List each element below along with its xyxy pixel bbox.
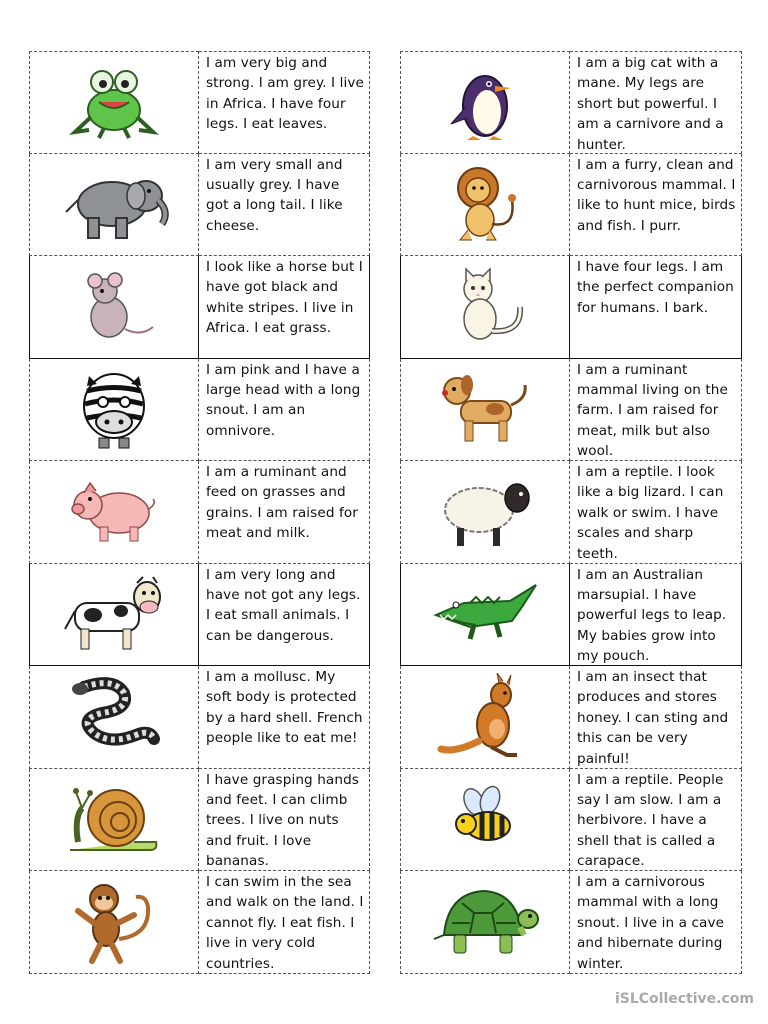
penguin-icon [445, 62, 525, 142]
lion-picture [400, 154, 570, 257]
card-zebra-text: I am pink and I have a large head with a long snout. I am an omnivore. [199, 359, 370, 462]
card-penguin [400, 51, 742, 154]
card-dog [400, 359, 742, 462]
sheep-picture [400, 461, 570, 564]
bee-icon [450, 784, 520, 854]
card-pig-text: I am a ruminant and feed on grasses and grains. I am raised for meat and milk. [199, 461, 370, 564]
snail-picture [29, 769, 199, 872]
kangaroo-picture [400, 666, 570, 769]
pig-picture [29, 461, 199, 564]
tortoise-icon [430, 879, 540, 965]
card-snail [29, 769, 370, 872]
card-sheep-text: I am a reptile. I look like a big lizard. I can walk or swim. I have scales and sharp teeth. [570, 461, 742, 564]
card-monkey-text: I can swim in the sea and walk on the land. I cannot fly. I eat fish. I live in very cold countries. [199, 871, 370, 974]
cow-icon [59, 573, 169, 655]
card-crocodile-text: I am an Australian marsupial. I have powerful legs to leap. My babies grow into my pouch. [570, 564, 742, 667]
cow-picture [29, 564, 199, 667]
card-crocodile [400, 564, 742, 667]
zebra-picture [29, 359, 199, 462]
card-snake [29, 666, 370, 769]
elephant-icon [54, 164, 174, 244]
card-monkey [29, 871, 370, 974]
card-cat-text: I have four legs. I am the perfect companion for humans. I bark. [570, 256, 742, 359]
zebra-icon [69, 366, 159, 452]
pig-icon [64, 477, 164, 547]
card-elephant [29, 154, 370, 257]
mouse-picture [29, 256, 199, 359]
snake-picture [29, 666, 199, 769]
card-penguin-text: I am a big cat with a mane. My legs are short but powerful. I am a carnivore and a hunter. [570, 51, 742, 154]
left-card-column [29, 51, 370, 974]
frog-icon [69, 62, 159, 142]
card-tortoise [400, 871, 742, 974]
card-cow [29, 564, 370, 667]
lion-icon [442, 164, 528, 244]
crocodile-icon [430, 579, 540, 649]
card-frog-text: I am very big and strong. I am grey. I live in Africa. I have four legs. I eat leaves. [199, 51, 370, 154]
card-snail-text: I have grasping hands and feet. I can climb trees. I live on nuts and fruit. I love bananas. [199, 769, 370, 872]
tortoise-picture [400, 871, 570, 974]
card-cat [400, 256, 742, 359]
bee-picture [400, 769, 570, 872]
card-tortoise-text: I am a carnivorous mammal with a long snout. I live in a cave and hibernate during winter. [570, 871, 742, 974]
card-zebra [29, 359, 370, 462]
card-elephant-text: I am very small and usually grey. I have got a long tail. I like cheese. [199, 154, 370, 257]
card-snake-text: I am a mollusc. My soft body is protected by a hard shell. French people like to eat me! [199, 666, 370, 769]
right-card-column [400, 51, 742, 974]
card-cow-text: I am very long and have not got any legs. I eat small animals. I can be dangerous. [199, 564, 370, 667]
cat-picture [400, 256, 570, 359]
card-pig [29, 461, 370, 564]
crocodile-picture [400, 564, 570, 667]
sheep-icon [435, 472, 535, 552]
snail-icon [64, 778, 164, 860]
watermark-text: iSLCollective.com [614, 991, 754, 1007]
frog-picture [29, 51, 199, 154]
dog-picture [400, 359, 570, 462]
card-sheep [400, 461, 742, 564]
mouse-icon [69, 267, 159, 347]
card-lion-text: I am a furry, clean and carnivorous mammal. I like to hunt mice, birds and fish. I purr. [570, 154, 742, 257]
monkey-icon [64, 877, 164, 967]
cat-icon [440, 267, 530, 347]
card-mouse [29, 256, 370, 359]
elephant-picture [29, 154, 199, 257]
card-bee-text: I am a reptile. People say I am slow. I am a herbivore. I have a shell that is called a carapace. [570, 769, 742, 872]
card-dog-text: I am a ruminant mammal living on the farm. I am raised for meat, milk but also wool. [570, 359, 742, 462]
kangaroo-icon [435, 673, 535, 761]
card-mouse-text: I look like a horse but I have got black and white stripes. I live in Africa. I eat grass. [199, 256, 370, 359]
card-kangaroo-text: I am an insect that produces and stores honey. I can sting and this can be very painful! [570, 666, 742, 769]
card-lion [400, 154, 742, 257]
monkey-picture [29, 871, 199, 974]
penguin-picture [400, 51, 570, 154]
card-kangaroo [400, 666, 742, 769]
card-frog [29, 51, 370, 154]
dog-icon [435, 369, 535, 449]
snake-icon [64, 673, 164, 761]
card-bee [400, 769, 742, 872]
